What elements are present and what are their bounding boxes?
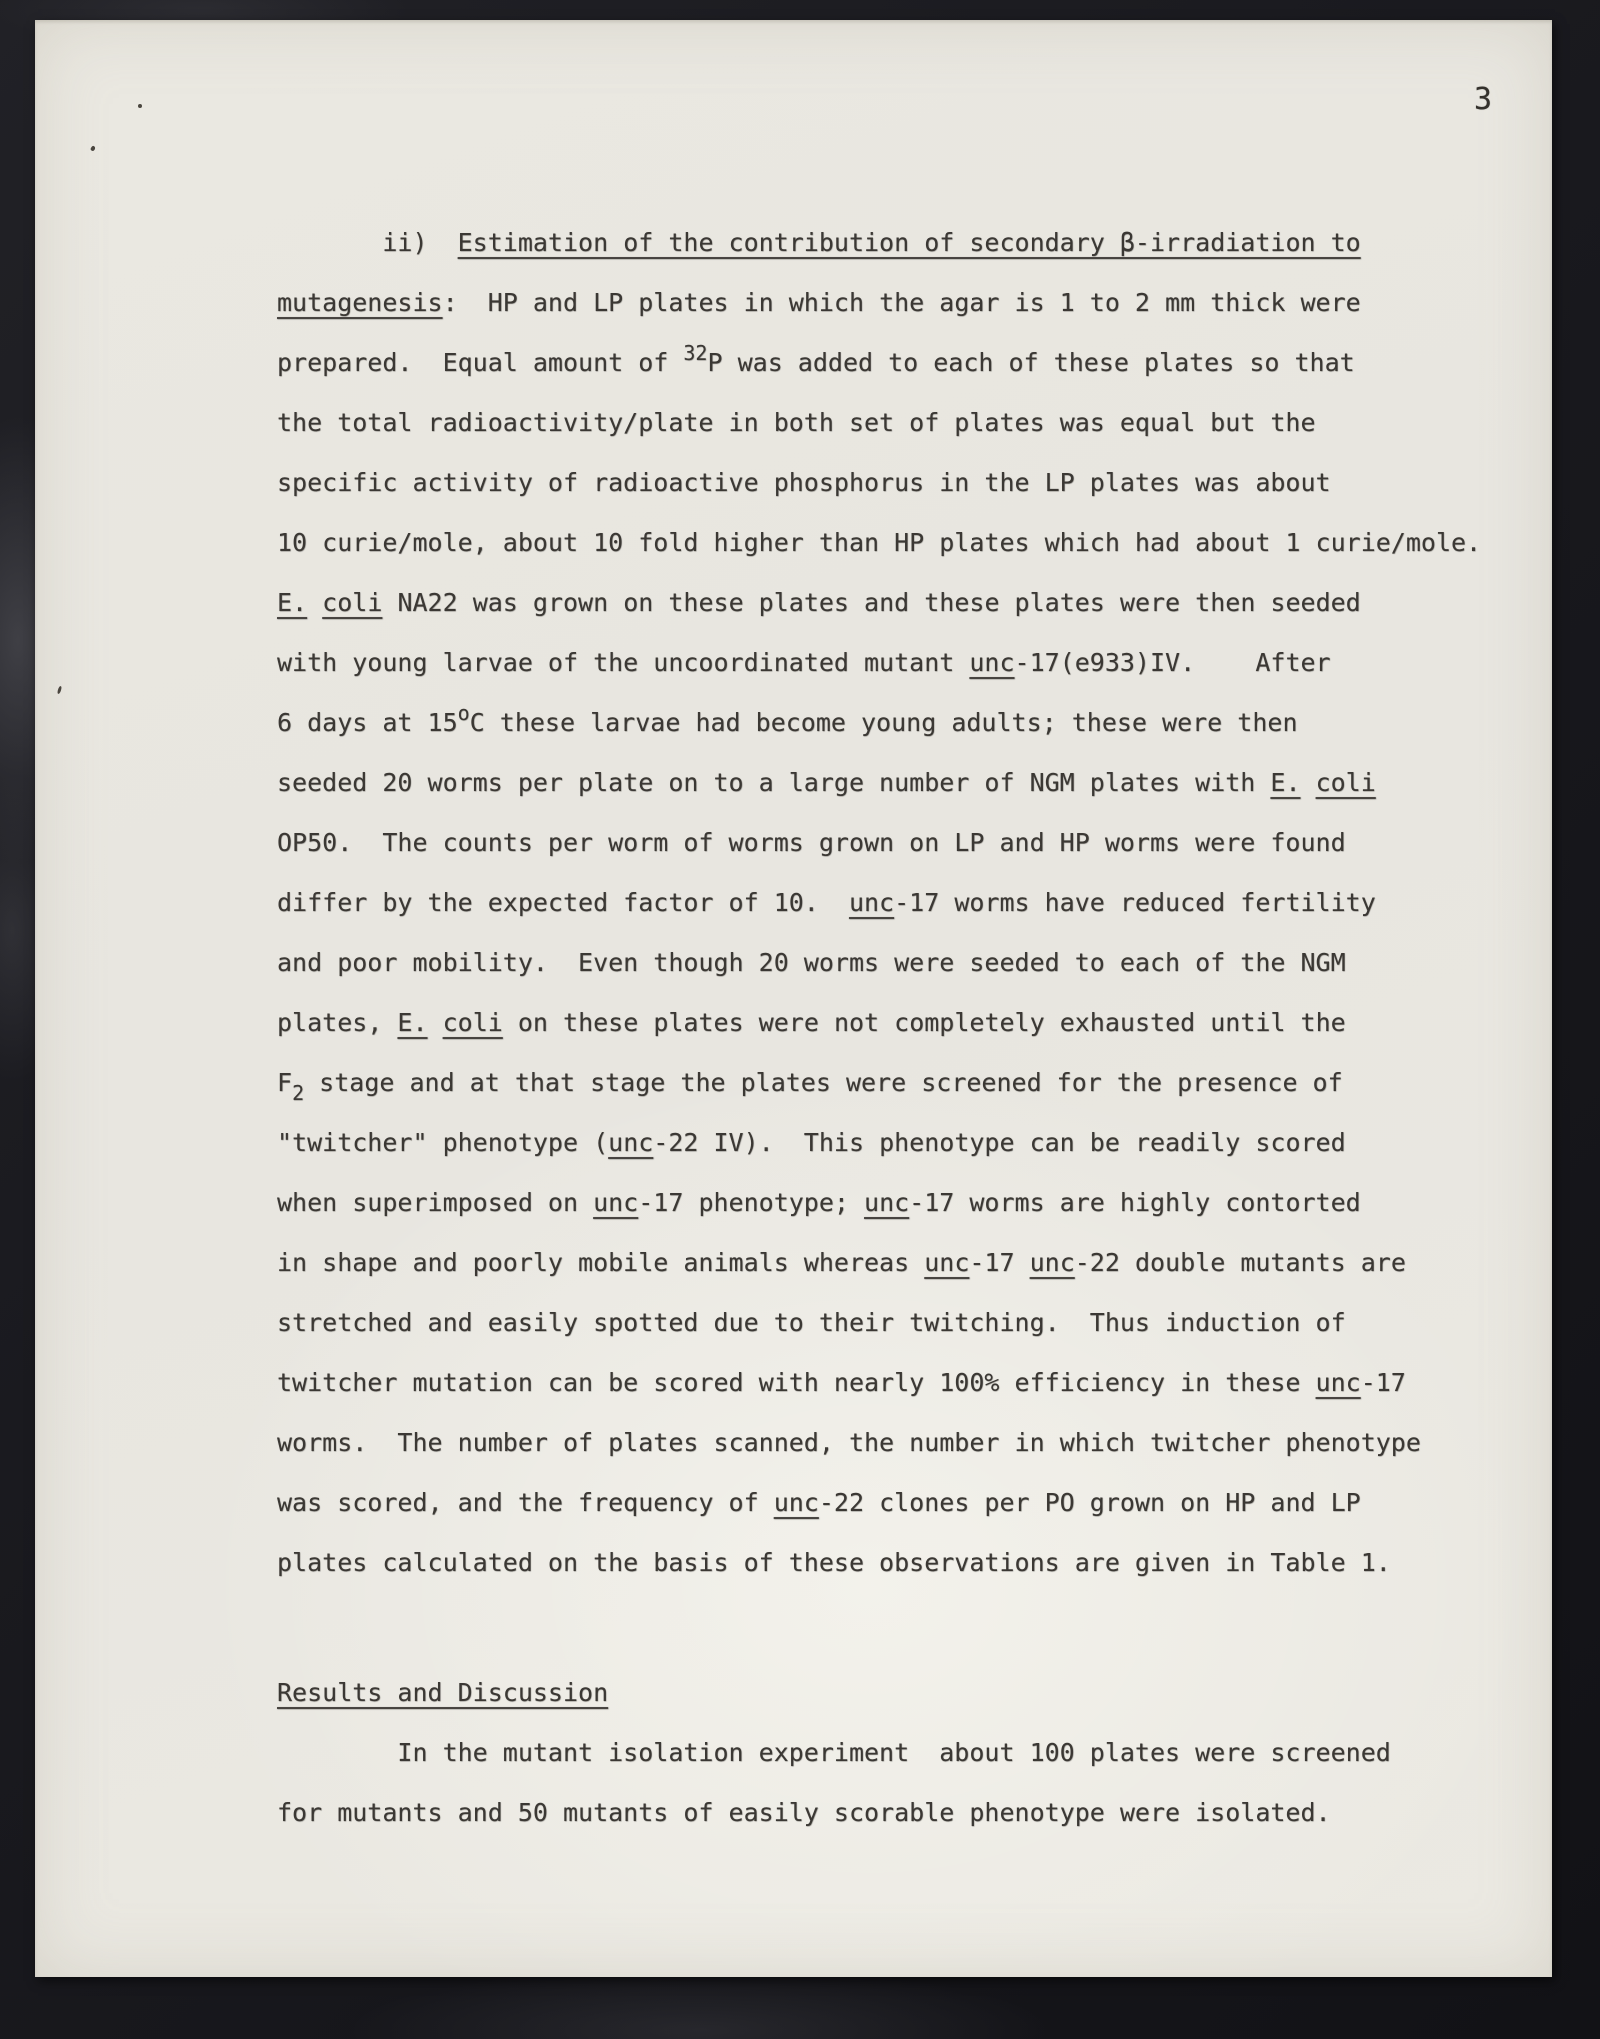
underlined-text: unc bbox=[773, 1488, 819, 1517]
text-run: specific activity of radioactive phosphorus in the LP plates was about bbox=[277, 468, 1331, 497]
typed-line bbox=[277, 813, 1481, 873]
text-run: 6 days at 15 bbox=[277, 708, 458, 737]
page-number: 3 bbox=[1473, 82, 1492, 117]
text-run: plates, bbox=[277, 1008, 398, 1037]
underlined-text: coli bbox=[442, 1008, 503, 1037]
text-run: and poor mobility. Even though 20 worms were seeded to each of the NGM bbox=[277, 948, 1346, 977]
superscript-text: 32 bbox=[683, 341, 708, 365]
text-run: the total radioactivity/plate in both set of plates was equal but the bbox=[277, 408, 1316, 437]
typed-line bbox=[277, 1113, 1481, 1173]
underlined-text: E. bbox=[1270, 768, 1301, 797]
underlined-text: coli bbox=[1315, 768, 1376, 797]
text-run: plates calculated on the basis of these observations are given in Table 1. bbox=[277, 1548, 1391, 1577]
underlined-text: E. bbox=[397, 1008, 428, 1037]
text-run: -17(e933)IV. After bbox=[1014, 648, 1331, 677]
text-run: in shape and poorly mobile animals whereas bbox=[277, 1248, 925, 1277]
text-run: : HP and LP plates in which the agar is 1 to 2 mm thick were bbox=[442, 288, 1361, 317]
text-run: -17 bbox=[969, 1248, 1030, 1277]
text-run: F bbox=[277, 1068, 293, 1097]
text-run: -17 bbox=[1360, 1368, 1406, 1397]
text-run: -22 clones per PO grown on HP and LP bbox=[818, 1488, 1361, 1517]
text-run: -17 phenotype; bbox=[638, 1188, 865, 1217]
dust-speck bbox=[138, 104, 142, 108]
text-run: seeded 20 worms per plate on to a large number of NGM plates with bbox=[277, 768, 1271, 797]
underlined-text: mutagenesis bbox=[277, 288, 443, 317]
underlined-text: unc bbox=[864, 1188, 910, 1217]
text-run: twitcher mutation can be scored with nearly 100% efficiency in these bbox=[277, 1368, 1316, 1397]
underlined-text: unc bbox=[608, 1128, 654, 1157]
typed-line bbox=[277, 513, 1481, 573]
text-run: stage and at that stage the plates were screened for the presence of bbox=[304, 1068, 1343, 1097]
text-run: -22 IV). This phenotype can be readily scored bbox=[653, 1128, 1346, 1157]
text-run: NA22 was grown on these plates and these plates were then seeded bbox=[382, 588, 1361, 617]
typed-line bbox=[277, 1473, 1481, 1533]
paper-page bbox=[35, 20, 1552, 1977]
typed-line bbox=[277, 1723, 1481, 1783]
underlined-text: Results and Discussion bbox=[277, 1678, 609, 1707]
underlined-text: Estimation of the contribution of secondary β-irradiation to bbox=[457, 228, 1361, 257]
text-run: -17 worms are highly contorted bbox=[909, 1188, 1361, 1217]
dust-speck bbox=[57, 686, 62, 695]
typed-line bbox=[277, 693, 1481, 753]
underlined-text: unc bbox=[1315, 1368, 1361, 1397]
typed-line bbox=[277, 453, 1481, 513]
text-run: ii) bbox=[277, 228, 458, 257]
typed-line bbox=[277, 333, 1481, 393]
text-run: when superimposed on bbox=[277, 1188, 594, 1217]
typed-line bbox=[277, 573, 1481, 633]
underlined-text: unc bbox=[848, 888, 895, 917]
text-run: with young larvae of the uncoordinated mutant bbox=[277, 648, 970, 677]
underlined-text: unc bbox=[593, 1188, 639, 1217]
underlined-text: unc bbox=[924, 1248, 970, 1277]
text-run: worms. The number of plates scanned, the number in which twitcher phenotype bbox=[277, 1428, 1421, 1457]
typed-line bbox=[277, 993, 1481, 1053]
typed-line bbox=[277, 1173, 1481, 1233]
text-run: for mutants and 50 mutants of easily scorable phenotype were isolated. bbox=[277, 1798, 1331, 1827]
text-run: "twitcher" phenotype ( bbox=[277, 1128, 609, 1157]
text-run: OP50. The counts per worm of worms grown on LP and HP worms were found bbox=[277, 828, 1346, 857]
typed-line bbox=[277, 1783, 1481, 1843]
text-run: on these plates were not completely exhausted until the bbox=[502, 1008, 1346, 1037]
typed-line bbox=[277, 1413, 1481, 1473]
subscript-text: 2 bbox=[292, 1081, 305, 1105]
typed-line bbox=[277, 633, 1481, 693]
text-run: P was added to each of these plates so that bbox=[707, 348, 1355, 377]
typed-line bbox=[277, 753, 1481, 813]
text-run: In the mutant isolation experiment about 100 plates were screened bbox=[277, 1738, 1391, 1767]
text-run: prepared. Equal amount of bbox=[277, 348, 684, 377]
typed-line bbox=[277, 1053, 1481, 1113]
typed-line bbox=[277, 273, 1481, 333]
underlined-text: unc bbox=[1029, 1248, 1075, 1277]
text-run: was scored, and the frequency of bbox=[277, 1488, 774, 1517]
subsection-heading-line bbox=[277, 213, 1481, 273]
text-run bbox=[1301, 768, 1316, 797]
section-heading-line bbox=[277, 1663, 1481, 1723]
typed-line bbox=[277, 1353, 1481, 1413]
underlined-text: unc bbox=[969, 648, 1015, 677]
underlined-text: coli bbox=[322, 588, 383, 617]
typed-line bbox=[277, 933, 1481, 993]
underlined-text: E. bbox=[277, 588, 308, 617]
text-run: stretched and easily spotted due to their twitching. Thus induction of bbox=[277, 1308, 1346, 1337]
text-run: -17 worms have reduced fertility bbox=[894, 888, 1376, 917]
text-run: differ by the expected factor of 10. bbox=[277, 888, 849, 917]
text-run: -22 double mutants are bbox=[1074, 1248, 1406, 1277]
text-run: 10 curie/mole, about 10 fold higher than HP plates which had about 1 curie/mole. bbox=[277, 528, 1482, 557]
text-run: C these larvae had become young adults; these were then bbox=[469, 708, 1298, 737]
typed-line bbox=[277, 393, 1481, 453]
text-run bbox=[428, 1008, 443, 1037]
typed-line bbox=[277, 873, 1481, 933]
typed-text bbox=[277, 213, 1481, 1843]
typed-line bbox=[277, 1233, 1481, 1293]
dust-speck bbox=[90, 145, 96, 151]
typed-line bbox=[277, 1293, 1481, 1353]
text-run bbox=[307, 588, 322, 617]
typed-line bbox=[277, 1533, 1481, 1593]
superscript-text: o bbox=[457, 701, 470, 725]
